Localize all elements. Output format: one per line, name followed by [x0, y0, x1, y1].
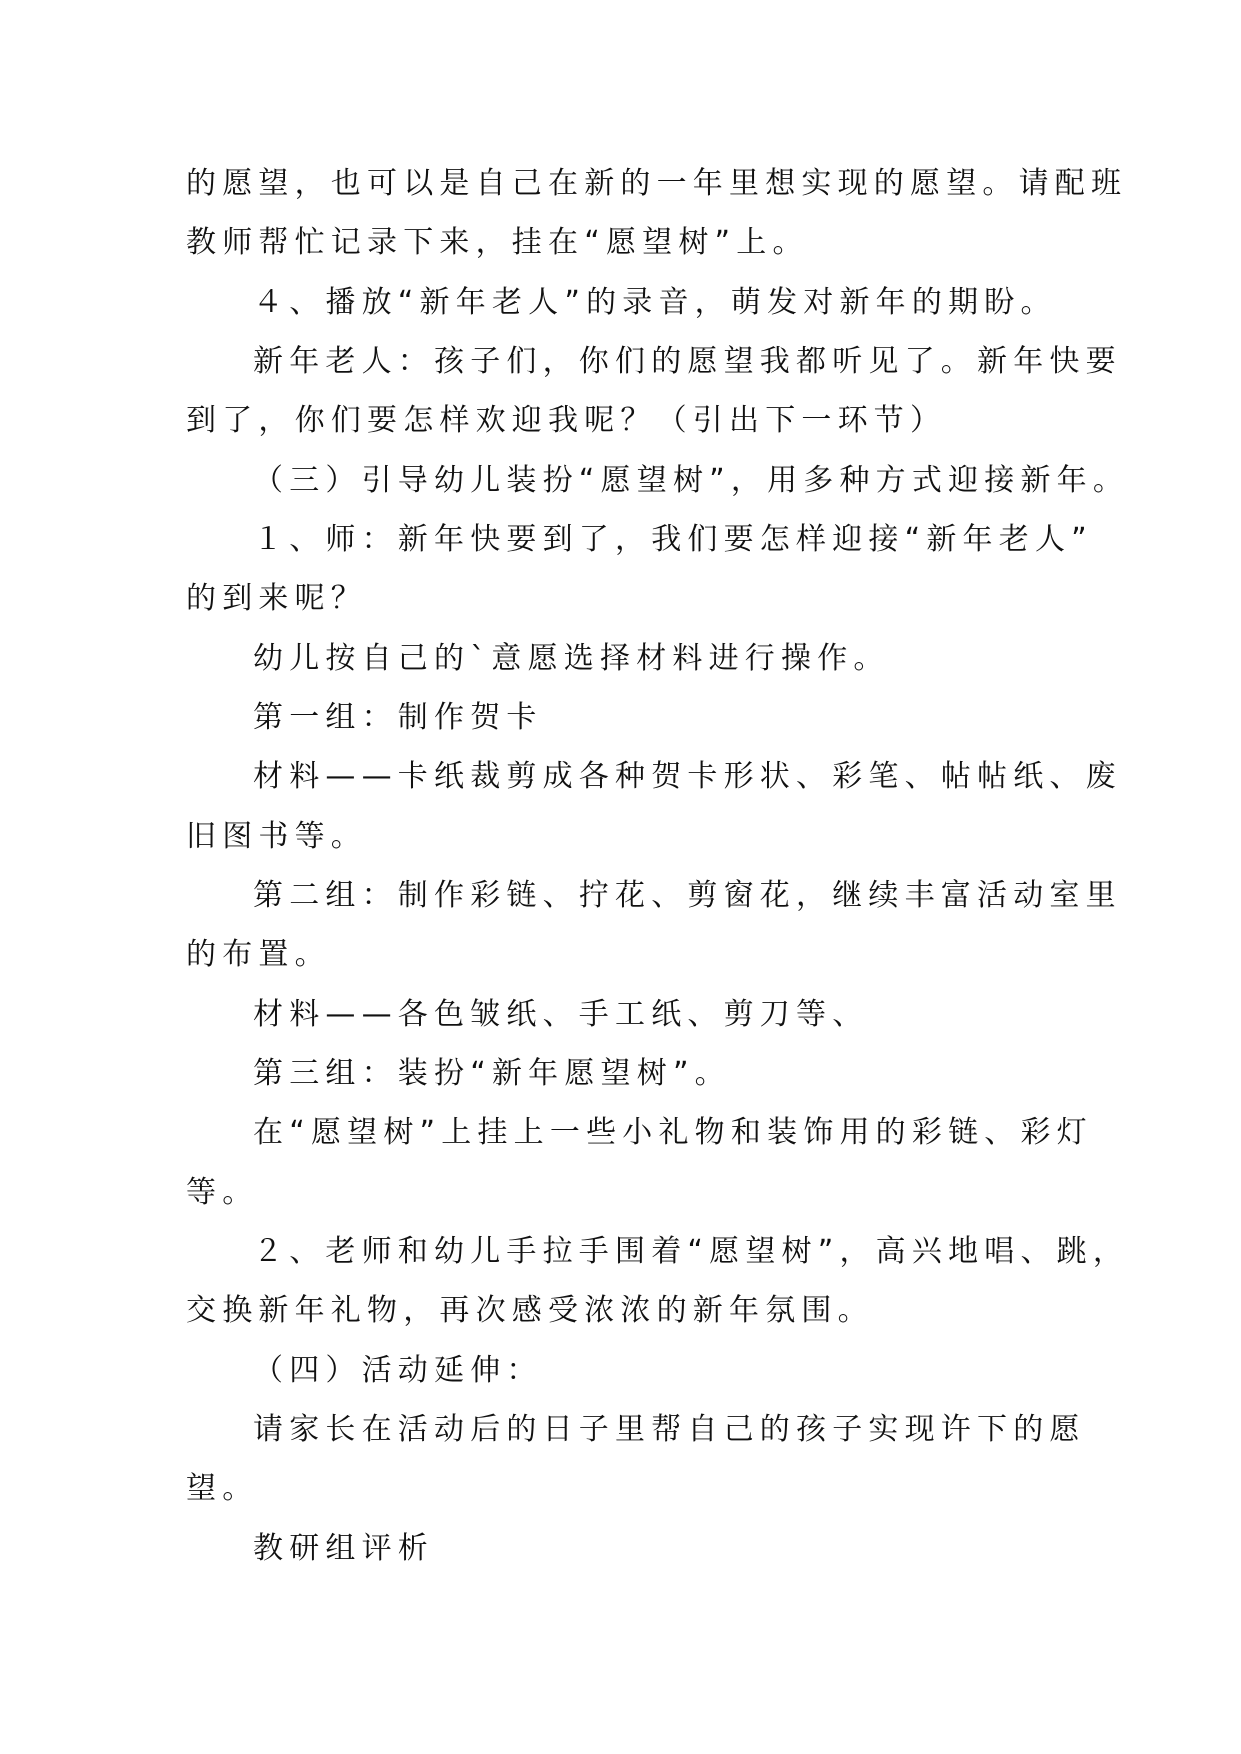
text-line: 的到来呢？: [186, 581, 367, 616]
text-line: 教师帮忙记录下来，挂在“愿望树”上。: [186, 225, 809, 260]
text-line: 第二组：制作彩链、拧花、剪窗花，继续丰富活动室里: [253, 878, 1122, 913]
text-line: 材料——各色皱纸、手工纸、剪刀等、: [253, 997, 869, 1032]
text-line: 教研组评析: [253, 1531, 434, 1566]
text-line: ２、老师和幼儿手拉手围着“愿望树”，高兴地唱、跳，: [253, 1234, 1130, 1269]
text-line: 第一组：制作贺卡: [253, 700, 543, 735]
text-line: 材料——卡纸裁剪成各种贺卡形状、彩笔、帖帖纸、废: [253, 759, 1122, 794]
text-line: ４、播放“新年老人”的录音，萌发对新年的期盼。: [253, 285, 1057, 320]
text-line: 的愿望，也可以是自己在新的一年里想实现的愿望。请配班: [186, 166, 1128, 201]
text-line: 等。: [186, 1175, 259, 1210]
text-line: 到了，你们要怎样欢迎我呢？（引出下一环节）: [186, 403, 947, 438]
text-line: 旧图书等。: [186, 819, 367, 854]
text-line: 望。: [186, 1471, 259, 1506]
text-line: １、师：新年快要到了，我们要怎样迎接“新年老人”: [253, 522, 1093, 557]
text-line: 交换新年礼物，再次感受浓浓的新年氛围。: [186, 1293, 874, 1328]
section-heading: （三）引导幼儿装扮“愿望树”，用多种方式迎接新年。: [253, 463, 1130, 498]
text-line: 的布置。: [186, 937, 331, 972]
text-line: 第三组：装扮“新年愿望树”。: [253, 1056, 731, 1091]
text-line: 在“愿望树”上挂上一些小礼物和装饰用的彩链、彩灯: [253, 1115, 1093, 1150]
section-heading: （四）活动延伸：: [253, 1353, 543, 1388]
text-line: 幼儿按自己的`意愿选择材料进行操作。: [253, 641, 890, 676]
text-line: 请家长在活动后的日子里帮自己的孩子实现许下的愿: [253, 1412, 1086, 1447]
text-line: 新年老人：孩子们，你们的愿望我都听见了。新年快要: [253, 344, 1122, 379]
